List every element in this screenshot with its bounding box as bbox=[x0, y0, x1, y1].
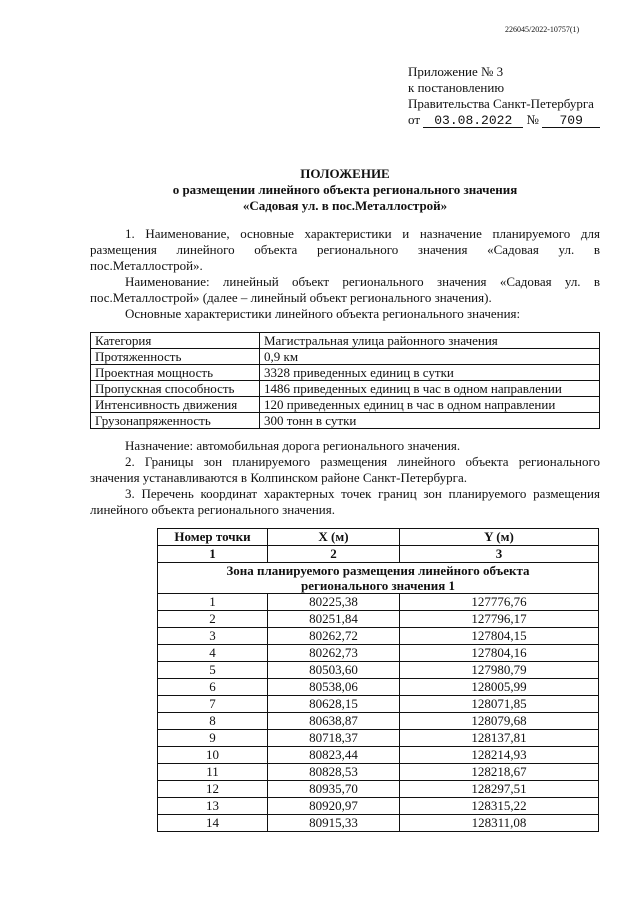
characteristic-name: Протяженность bbox=[91, 349, 260, 365]
x-coordinate: 80538,06 bbox=[268, 679, 400, 696]
characteristic-name: Проектная мощность bbox=[91, 365, 260, 381]
table-row bbox=[158, 764, 599, 781]
coordinates-table bbox=[157, 528, 599, 832]
paragraph: Назначение: автомобильная дорога регионального значения. bbox=[125, 438, 461, 453]
table-row bbox=[91, 381, 600, 397]
appendix-line: Приложение № 3 bbox=[408, 64, 504, 79]
decree-number: 709 bbox=[542, 114, 600, 128]
number-label: № bbox=[526, 112, 539, 127]
x-coordinate: 80262,73 bbox=[268, 645, 400, 662]
x-coordinate: 80920,97 bbox=[268, 798, 400, 815]
table-row bbox=[91, 413, 600, 429]
point-number: 2 bbox=[158, 611, 268, 628]
y-coordinate: 127796,17 bbox=[400, 611, 599, 628]
column-number: 2 bbox=[268, 546, 400, 563]
decree-date: 03.08.2022 bbox=[423, 114, 523, 128]
x-coordinate: 80915,33 bbox=[268, 815, 400, 832]
characteristics-table bbox=[90, 332, 600, 429]
x-coordinate: 80251,84 bbox=[268, 611, 400, 628]
header-row bbox=[158, 529, 599, 546]
table-row bbox=[158, 815, 599, 832]
table-row bbox=[158, 594, 599, 611]
paragraph: 2. Границы зон планируемого размещения линейного объекта регионального значения устанавливаются в Колпинском районе Санкт-Петербурга. bbox=[90, 454, 600, 485]
x-coordinate: 80225,38 bbox=[268, 594, 400, 611]
characteristic-name: Грузонапряженность bbox=[91, 413, 260, 429]
y-coordinate: 128137,81 bbox=[400, 730, 599, 747]
table-row bbox=[158, 730, 599, 747]
x-coordinate: 80628,15 bbox=[268, 696, 400, 713]
table-row bbox=[158, 679, 599, 696]
zone-row bbox=[158, 563, 599, 594]
x-coordinate: 80935,70 bbox=[268, 781, 400, 798]
column-number: 3 bbox=[400, 546, 599, 563]
column-header: Y (м) bbox=[400, 529, 599, 546]
point-number: 9 bbox=[158, 730, 268, 747]
appendix-line: Правительства Санкт-Петербурга bbox=[408, 96, 594, 111]
characteristic-value: 3328 приведенных единиц в сутки bbox=[260, 365, 600, 381]
column-number-row bbox=[158, 546, 599, 563]
title-line: «Садовая ул. в пос.Металлострой» bbox=[242, 198, 448, 213]
y-coordinate: 128315,22 bbox=[400, 798, 599, 815]
y-coordinate: 127980,79 bbox=[400, 662, 599, 679]
table-row bbox=[158, 696, 599, 713]
table-row bbox=[158, 628, 599, 645]
y-coordinate: 128214,93 bbox=[400, 747, 599, 764]
column-number: 1 bbox=[158, 546, 268, 563]
section-1 bbox=[90, 226, 600, 322]
y-coordinate: 127804,15 bbox=[400, 628, 599, 645]
point-number: 11 bbox=[158, 764, 268, 781]
table-row bbox=[158, 798, 599, 815]
point-number: 13 bbox=[158, 798, 268, 815]
characteristic-name: Интенсивность движения bbox=[91, 397, 260, 413]
table-row bbox=[91, 365, 600, 381]
characteristic-value: 1486 приведенных единиц в час в одном направлении bbox=[260, 381, 600, 397]
point-number: 3 bbox=[158, 628, 268, 645]
y-coordinate: 128071,85 bbox=[400, 696, 599, 713]
characteristic-name: Пропускная способность bbox=[91, 381, 260, 397]
point-number: 6 bbox=[158, 679, 268, 696]
column-header: X (м) bbox=[268, 529, 400, 546]
characteristic-value: 0,9 км bbox=[260, 349, 600, 365]
appendix-block bbox=[408, 64, 600, 128]
y-coordinate: 128079,68 bbox=[400, 713, 599, 730]
x-coordinate: 80718,37 bbox=[268, 730, 400, 747]
x-coordinate: 80638,87 bbox=[268, 713, 400, 730]
table-row bbox=[158, 611, 599, 628]
table-row bbox=[158, 662, 599, 679]
table-row bbox=[158, 713, 599, 730]
table-row bbox=[158, 747, 599, 764]
paragraph: 1. Наименование, основные характеристики и назначение планируемого для размещения линейного объекта регионального значения «Садовая ул. в пос.Металлострой». bbox=[90, 226, 600, 273]
x-coordinate: 80262,72 bbox=[268, 628, 400, 645]
point-number: 8 bbox=[158, 713, 268, 730]
point-number: 5 bbox=[158, 662, 268, 679]
x-coordinate: 80823,44 bbox=[268, 747, 400, 764]
table-row bbox=[91, 349, 600, 365]
point-number: 14 bbox=[158, 815, 268, 832]
paragraph: 3. Перечень координат характерных точек границ зон планируемого размещения линейного объекта регионального значения. bbox=[90, 486, 600, 517]
table-row bbox=[158, 781, 599, 798]
y-coordinate: 127804,16 bbox=[400, 645, 599, 662]
table-row bbox=[91, 397, 600, 413]
characteristic-value: Магистральная улица районного значения bbox=[260, 333, 600, 349]
characteristic-value: 120 приведенных единиц в час в одном направлении bbox=[260, 397, 600, 413]
y-coordinate: 128005,99 bbox=[400, 679, 599, 696]
paragraph: Наименование: линейный объект регионального значения «Садовая ул. в пос.Металлострой» (далее – линейный объект регионального значения). bbox=[90, 274, 600, 305]
document-title bbox=[90, 166, 600, 214]
point-number: 7 bbox=[158, 696, 268, 713]
characteristic-value: 300 тонн в сутки bbox=[260, 413, 600, 429]
column-header: Номер точки bbox=[158, 529, 268, 546]
y-coordinate: 127776,76 bbox=[400, 594, 599, 611]
paragraph: Основные характеристики линейного объекта регионального значения: bbox=[125, 306, 521, 321]
from-label: от bbox=[408, 112, 421, 127]
y-coordinate: 128218,67 bbox=[400, 764, 599, 781]
title-line: о размещении линейного объекта регионального значения bbox=[172, 182, 518, 197]
document-number: 226045/2022-10757(1) bbox=[505, 25, 580, 34]
zone-title: Зона планируемого размещения линейного объекта регионального значения 1 bbox=[158, 563, 599, 594]
point-number: 1 bbox=[158, 594, 268, 611]
point-number: 4 bbox=[158, 645, 268, 662]
section-2-3 bbox=[90, 438, 600, 518]
point-number: 12 bbox=[158, 781, 268, 798]
y-coordinate: 128311,08 bbox=[400, 815, 599, 832]
appendix-date-line bbox=[408, 112, 600, 128]
y-coordinate: 128297,51 bbox=[400, 781, 599, 798]
appendix-line: к постановлению bbox=[408, 80, 505, 95]
x-coordinate: 80503,60 bbox=[268, 662, 400, 679]
point-number: 10 bbox=[158, 747, 268, 764]
characteristic-name: Категория bbox=[91, 333, 260, 349]
title-line: ПОЛОЖЕНИЕ bbox=[300, 166, 390, 181]
table-row bbox=[158, 645, 599, 662]
table-row bbox=[91, 333, 600, 349]
x-coordinate: 80828,53 bbox=[268, 764, 400, 781]
